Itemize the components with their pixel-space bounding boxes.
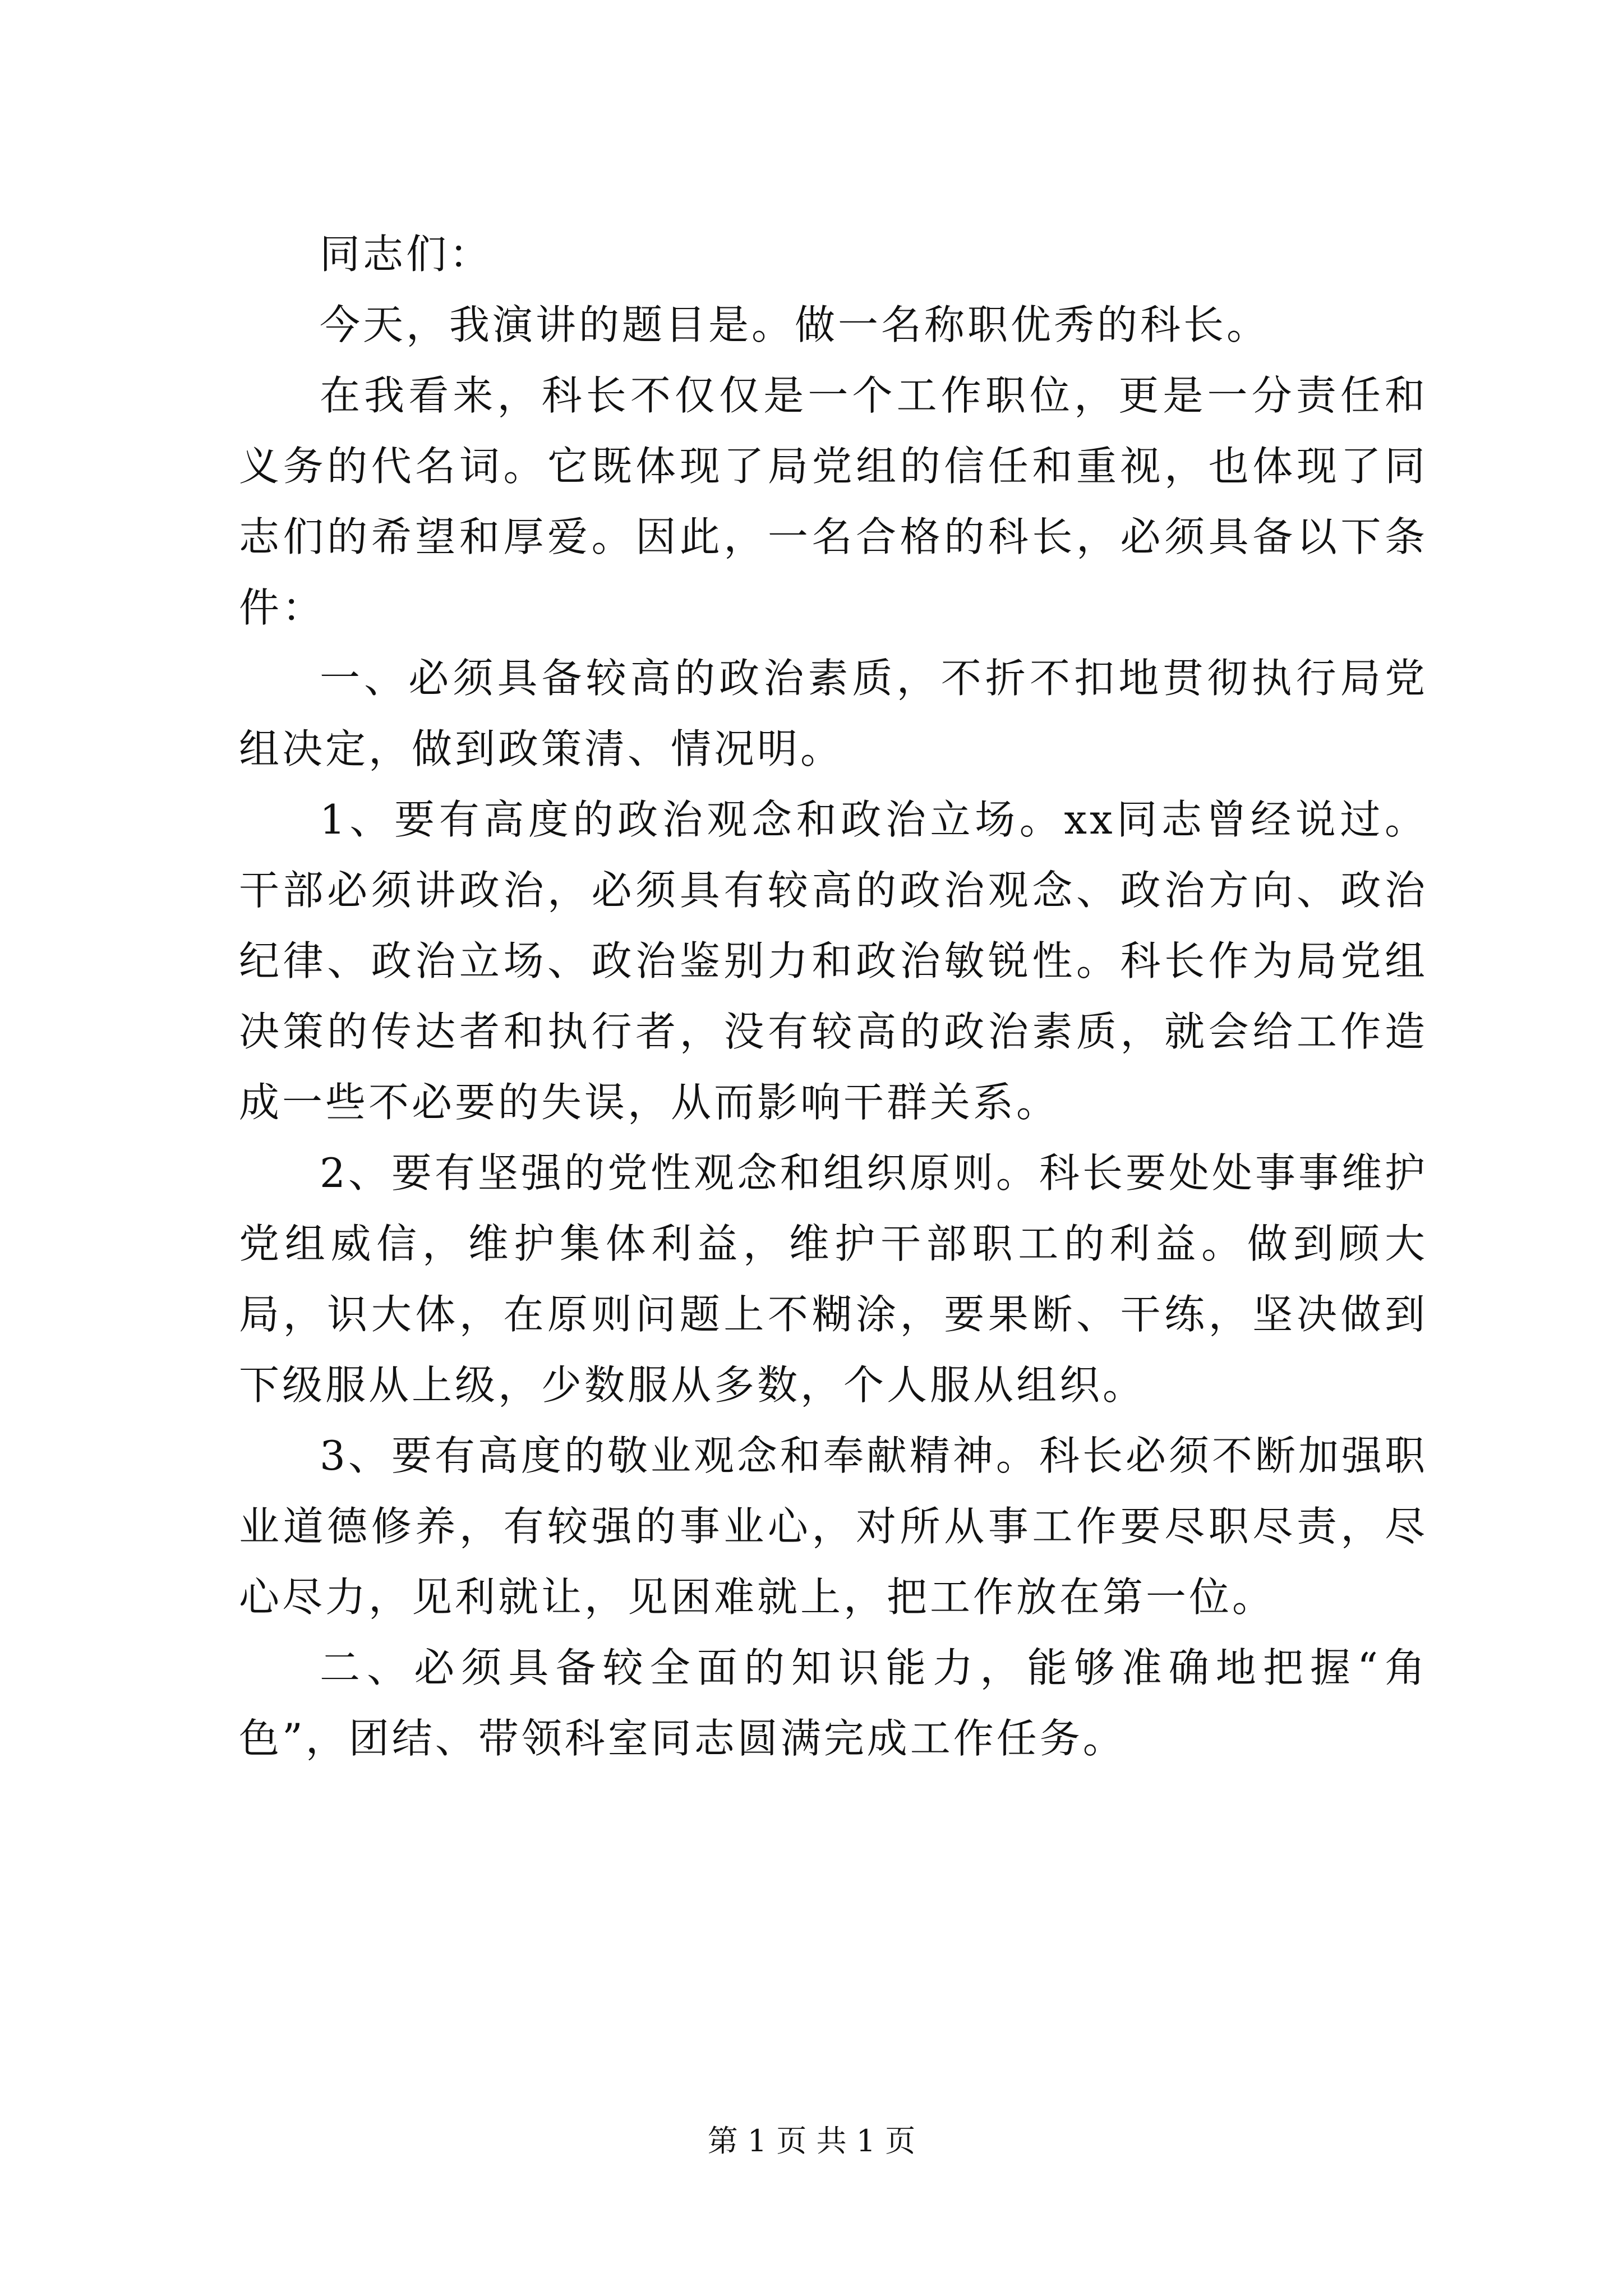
paragraph-point-2: 2、要有坚强的党性观念和组织原则。科长要处处事事维护党组威信，维护集体利益，维护干部职工的利益。做到顾大局，识大体，在原则问题上不糊涂，要果断、干练，坚决做到下级服从上级，少数服从多数，个人服从组织。 — [239, 1149, 1428, 1409]
paragraph-salutation: 同志们： — [320, 231, 493, 278]
paragraph-section-one: 一、必须具备较高的政治素质，不折不扣地贯彻执行局党组决定，做到政策清、情况明。 — [239, 655, 1428, 772]
paragraph-intro: 在我看来，科长不仅仅是一个工作职位，更是一分责任和义务的代名词。它既体现了局党组的信任和重视，也体现了同志们的希望和厚爱。因此，一名合格的科长，必须具备以下条件： — [239, 372, 1428, 631]
paragraph-section-two: 二、必须具备较全面的知识能力，能够准确地把握“角色”，团结、带领科室同志圆满完成工作任务。 — [239, 1644, 1428, 1762]
paragraph-topic: 今天，我演讲的题目是。做一名称职优秀的科长。 — [320, 301, 1270, 348]
paragraph-point-3: 3、要有高度的敬业观念和奉献精神。科长必须不断加强职业道德修养，有较强的事业心，对所从事工作要尽职尽责，尽心尽力，见利就让，见困难就上，把工作放在第一位。 — [239, 1432, 1428, 1621]
page-footer: 第 1 页 共 1 页 — [707, 2123, 916, 2159]
paragraph-point-1: 1、要有高度的政治观念和政治立场。xx同志曾经说过。干部必须讲政治，必须具有较高的政治观念、政治方向、政治纪律、政治立场、政治鉴别力和政治敏锐性。科长作为局党组决策的传达者和执行者，没有较高的政治素质，就会给工作造成一些不必要的失误，从而影响干群关系。 — [239, 796, 1428, 1126]
document-body — [239, 219, 1428, 1774]
